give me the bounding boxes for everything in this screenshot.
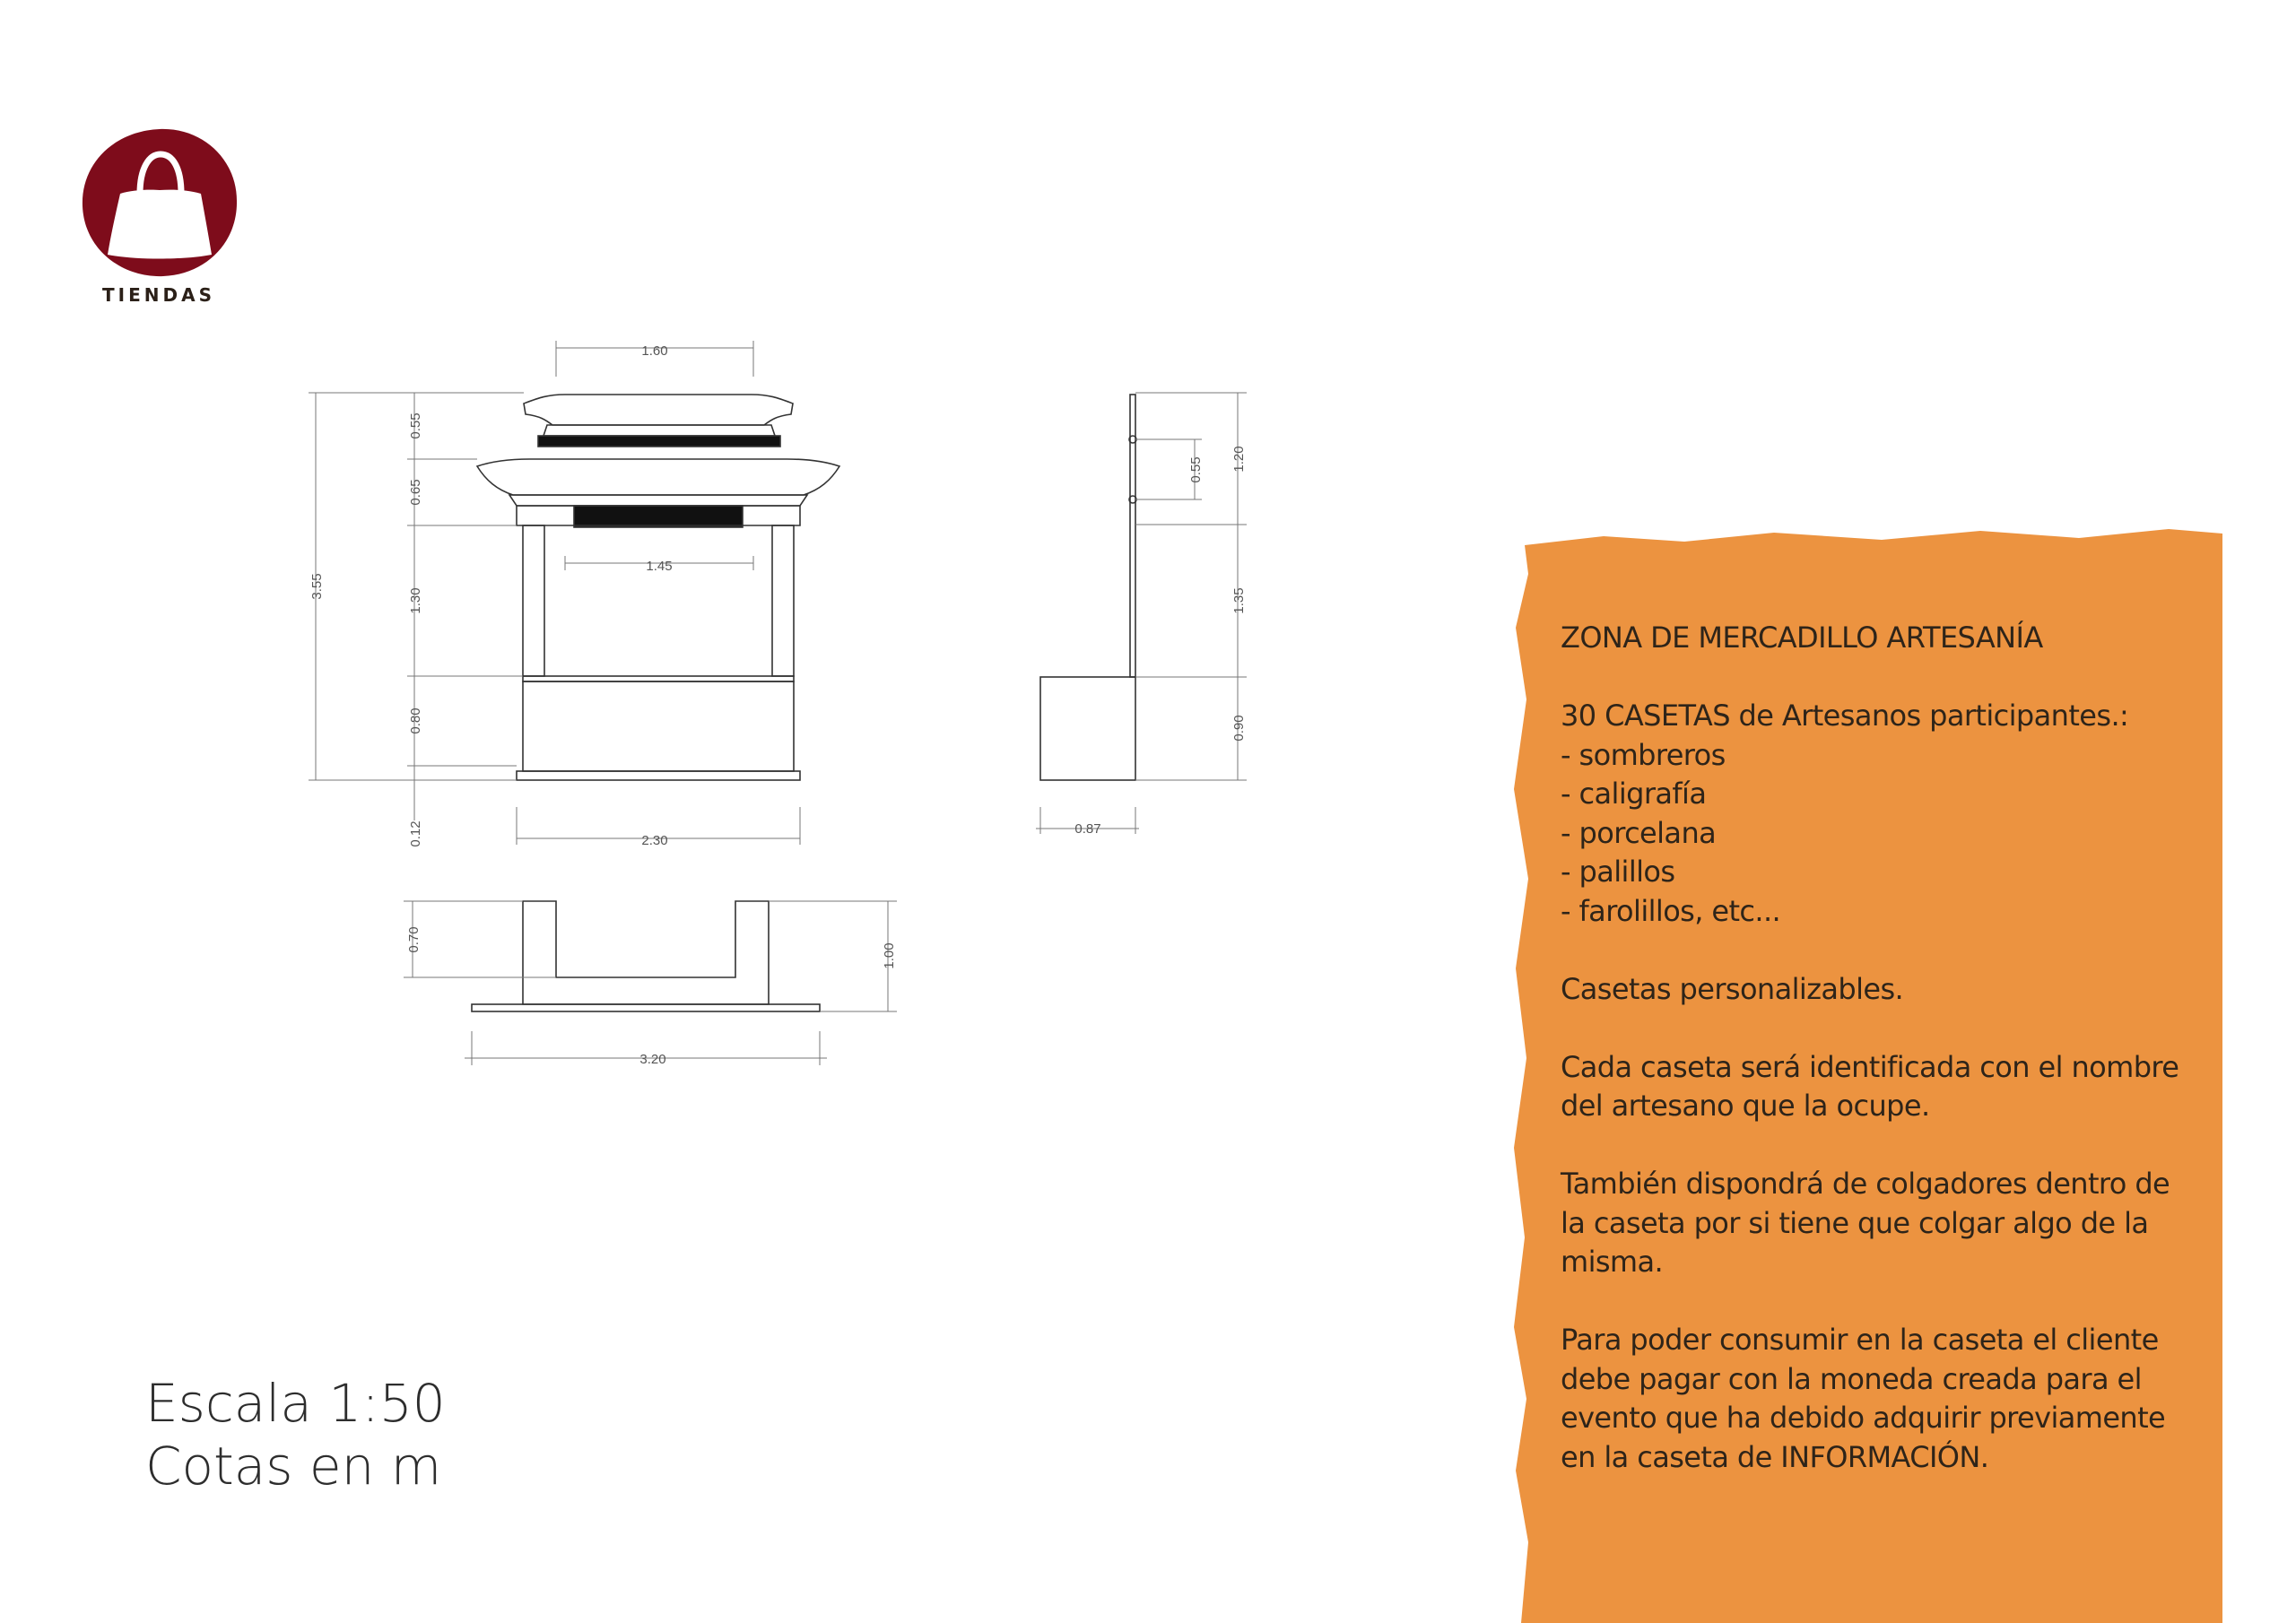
description-panel xyxy=(1505,520,2222,1623)
scale-line: Escala 1:50 xyxy=(145,1373,446,1434)
dim-plan-depth: 1.00 xyxy=(882,942,897,969)
plan-dimension-lines xyxy=(404,901,897,1065)
panel-paragraph-3-line: la caseta por si tiene que colgar algo de la xyxy=(1561,1205,2149,1240)
panel-paragraph-1: Casetas personalizables. xyxy=(1561,971,1904,1006)
list-item: - caligrafía xyxy=(1561,777,1707,811)
panel-title: ZONA DE MERCADILLO ARTESANÍA xyxy=(1561,621,2043,655)
dim-roof-lower-height: 0.65 xyxy=(408,479,423,506)
dim-base-height: 0.12 xyxy=(408,820,423,847)
kiosk-technical-drawing xyxy=(269,323,1256,1085)
dim-plan-inner-depth: 0.70 xyxy=(406,926,422,953)
panel-paragraph-2-line: Cada caseta será identificada con el nombre xyxy=(1561,1049,2179,1084)
logo-label: TIENDAS xyxy=(102,284,215,306)
panel-paragraph-2-line: del artesano que la ocupe. xyxy=(1561,1089,1930,1123)
side-elevation xyxy=(1040,395,1136,780)
panel-paragraph-4-line: Para poder consumir en la caseta el cliente xyxy=(1561,1323,2159,1357)
panel-paragraph-4-line: en la caseta de INFORMACIÓN. xyxy=(1561,1439,1989,1474)
dim-side-depth: 0.87 xyxy=(1074,821,1101,837)
front-dimension-lines xyxy=(309,341,800,845)
units-line: Cotas en m xyxy=(145,1436,442,1497)
list-item: - sombreros xyxy=(1561,737,1726,772)
dim-window-height: 1.30 xyxy=(408,587,423,614)
panel-paragraph-4-line: evento que ha debido adquirir previamente xyxy=(1561,1401,2166,1435)
list-item: - farolillos, etc... xyxy=(1561,893,1781,928)
panel-intro: 30 CASETAS de Artesanos participantes.: xyxy=(1561,699,2129,733)
front-elevation xyxy=(477,395,839,780)
dim-side-mid-height: 1.35 xyxy=(1231,587,1247,614)
plan-view xyxy=(472,901,820,1011)
panel-paragraph-4-line: debe pagar con la moneda creada para el xyxy=(1561,1361,2142,1396)
dim-roof-top-height: 0.55 xyxy=(408,412,423,439)
dim-counter-height: 0.80 xyxy=(408,707,423,734)
panel-paragraph-3-line: También dispondrá de colgadores dentro de xyxy=(1561,1167,2170,1201)
dim-side-hook-spacing: 0.55 xyxy=(1188,456,1204,483)
dim-front-top-width: 1.60 xyxy=(641,343,668,359)
panel-text xyxy=(1561,619,2188,1477)
side-dimension-lines xyxy=(1036,393,1247,834)
dim-front-inner-width: 1.45 xyxy=(646,559,673,574)
scale-note xyxy=(145,1372,446,1497)
dim-plan-width: 3.20 xyxy=(639,1052,666,1067)
dim-total-height: 3.55 xyxy=(309,573,325,600)
dim-front-base-width: 2.30 xyxy=(641,833,668,848)
dim-side-upper-height: 1.20 xyxy=(1231,446,1247,473)
list-item: - porcelana xyxy=(1561,815,1717,850)
dim-side-lower-height: 0.90 xyxy=(1231,715,1247,742)
list-item: - palillos xyxy=(1561,855,1675,889)
shopping-bag-icon xyxy=(108,190,212,259)
panel-paragraph-3-line: misma. xyxy=(1561,1245,1664,1279)
